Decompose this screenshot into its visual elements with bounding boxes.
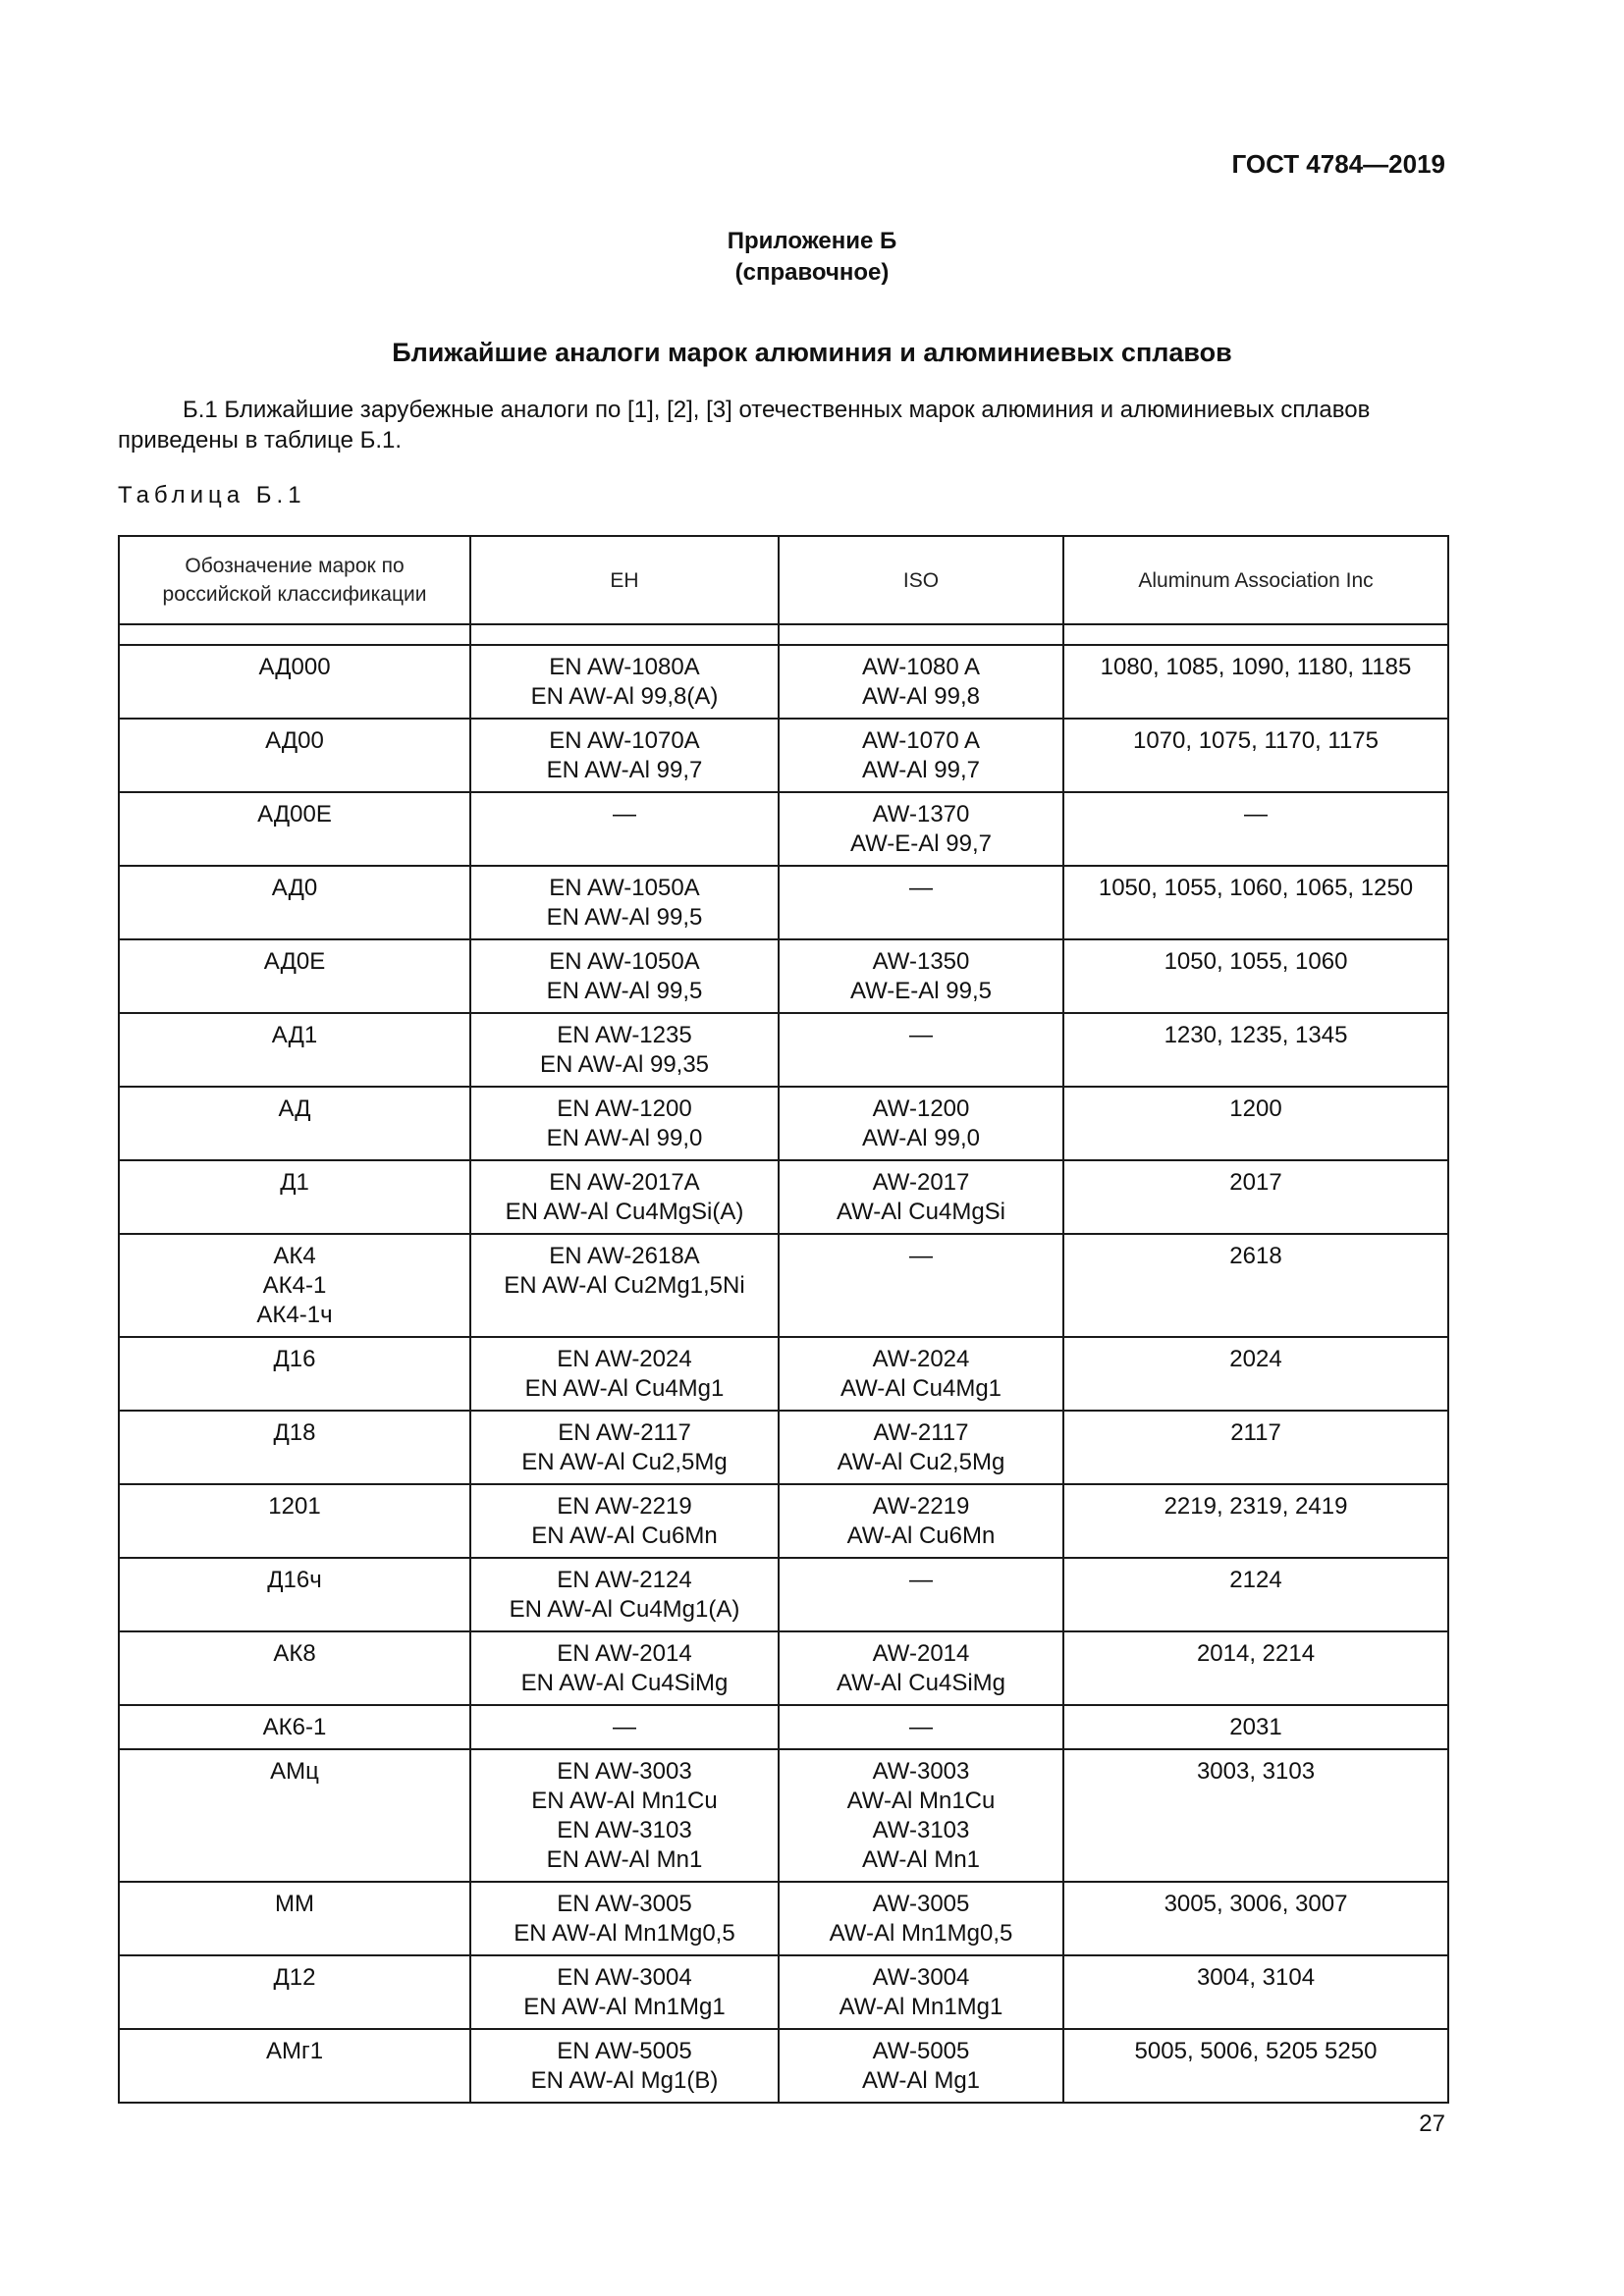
cell-russian-grade [119,1484,470,1558]
cell-line: EN AW-1070A [549,727,700,754]
cell-line: EN AW-Al Cu6Mn [531,1522,718,1549]
cell-line: AW-5005 [872,2038,970,2064]
cell-line: АК8 [273,1640,316,1667]
cell-line: 1050, 1055, 1060, 1065, 1250 [1098,875,1414,901]
cell-aluminum-association [1063,645,1448,719]
cell-line: АК4-1 [262,1272,327,1299]
cell-line: EN AW-3003 [557,1758,692,1785]
cell-line: AW-1200 [872,1095,970,1122]
cell-line: EN AW-Al Cu2,5Mg [521,1449,728,1475]
cell-line: EN AW-2117 [558,1419,691,1446]
cell-line: AW-Al Cu4MgSi [836,1199,1006,1225]
cell-line: АМг1 [265,2038,324,2064]
cell-aluminum-association [1063,866,1448,939]
table-caption: Таблица Б.1 [118,482,306,508]
cell-line: 2117 [1230,1419,1281,1446]
cell-aluminum-association [1063,939,1448,1013]
cell-line: EN AW-5005 [557,2038,692,2064]
cell-line: EN AW-Al Cu4Mg1 [524,1375,725,1402]
page-number: 27 [1419,2110,1445,2137]
table-header-row [119,536,1448,624]
cell-en [470,939,779,1013]
cell-russian-grade [119,1013,470,1087]
cell-line: 1080, 1085, 1090, 1180, 1185 [1100,654,1412,680]
cell-en [470,1013,779,1087]
cell-line: 2017 [1229,1169,1282,1196]
cell-line: EN AW-2618A [549,1243,700,1269]
table-row [119,1087,1448,1160]
cell-iso [779,1087,1063,1160]
cell-russian-grade [119,1558,470,1631]
cell-russian-grade [119,645,470,719]
cell-line: — [909,1714,933,1740]
cell-russian-grade [119,792,470,866]
cell-line: АД1 [271,1022,318,1048]
cell-line: EN AW-1050A [549,875,700,901]
cell-line: AW-1080 A [861,654,981,680]
table-row [119,866,1448,939]
table-row [119,645,1448,719]
cell-line: 5005, 5006, 5205 5250 [1134,2038,1378,2064]
cell-iso [779,1160,1063,1234]
cell-iso [779,1705,1063,1749]
cell-russian-grade [119,1411,470,1484]
cell-iso [779,1749,1063,1882]
cell-en [470,719,779,792]
grades-table-body [119,645,1448,2103]
cell-line: 2024 [1229,1346,1282,1372]
cell-en [470,792,779,866]
cell-line: — [1244,801,1268,828]
cell-line: АК6-1 [262,1714,327,1740]
table-row [119,1749,1448,1882]
cell-russian-grade [119,1234,470,1337]
cell-line: EN AW-Al Mn1Cu [531,1788,718,1814]
table-row [119,939,1448,1013]
cell-aluminum-association [1063,1087,1448,1160]
cell-line: EN AW-2219 [557,1493,692,1520]
cell-aluminum-association [1063,1749,1448,1882]
cell-iso [779,1558,1063,1631]
cell-line: AW-3005 [872,1891,970,1917]
cell-russian-grade [119,1087,470,1160]
table-row [119,1160,1448,1234]
cell-line: — [909,1567,933,1593]
cell-line: 2014, 2214 [1196,1640,1316,1667]
cell-en [470,1631,779,1705]
cell-en [470,1955,779,2029]
cell-en [470,2029,779,2103]
header-double-rule [119,624,1448,645]
cell-line: EN AW-Al 99,5 [546,978,703,1004]
cell-line: 2618 [1229,1243,1282,1269]
cell-line: AW-Al Mn1 [861,1846,981,1873]
cell-iso [779,2029,1063,2103]
cell-russian-grade [119,866,470,939]
cell-line: AW-Al Mn1Mg1 [839,1994,1003,2020]
cell-line: АМц [270,1758,319,1785]
header-iso: ISO [779,536,1063,624]
cell-russian-grade [119,719,470,792]
cell-en [470,1411,779,1484]
cell-iso [779,1337,1063,1411]
table-row [119,1411,1448,1484]
cell-line: EN AW-2017A [549,1169,700,1196]
cell-russian-grade [119,1882,470,1955]
cell-russian-grade [119,2029,470,2103]
cell-aluminum-association [1063,1558,1448,1631]
table-row [119,1882,1448,1955]
cell-line: AW-3004 [872,1964,970,1991]
cell-line: АК4 [273,1243,316,1269]
cell-line: 3003, 3103 [1196,1758,1316,1785]
cell-en [470,866,779,939]
cell-line: EN AW-2024 [557,1346,692,1372]
cell-line: EN AW-1080A [549,654,700,680]
cell-line: — [909,1243,933,1269]
cell-en [470,1749,779,1882]
cell-line: Д18 [273,1419,316,1446]
cell-line: AW-Al Cu4Mg1 [839,1375,1002,1402]
section-title: Ближайшие аналоги марок алюминия и алюминиевых сплавов [392,338,1232,367]
cell-iso [779,1234,1063,1337]
cell-aluminum-association [1063,1234,1448,1337]
cell-line: 2124 [1229,1567,1282,1593]
cell-line: EN AW-Al Mn1 [546,1846,703,1873]
header-en: EH [470,536,779,624]
cell-line: 3005, 3006, 3007 [1164,1891,1348,1917]
table-row [119,1234,1448,1337]
cell-line: AW-Al 99,0 [861,1125,981,1151]
cell-line: EN AW-Al Cu4MgSi(A) [505,1199,744,1225]
cell-line: 1050, 1055, 1060 [1164,948,1348,975]
cell-line: EN AW-Al Mn1Mg1 [523,1994,726,2020]
cell-line: AW-3003 [872,1758,970,1785]
cell-line: АД000 [258,654,331,680]
cell-line: EN AW-2124 [557,1567,692,1593]
cell-aluminum-association [1063,1160,1448,1234]
cell-en [470,1882,779,1955]
cell-iso [779,645,1063,719]
cell-en [470,1558,779,1631]
cell-line: AW-E-Al 99,7 [849,830,993,857]
cell-line: EN AW-Al Cu4Mg1(A) [509,1596,740,1623]
cell-line: EN AW-1050A [549,948,700,975]
table-row [119,1013,1448,1087]
cell-line: AW-Al 99,7 [861,757,981,783]
cell-en [470,1087,779,1160]
cell-russian-grade [119,1160,470,1234]
cell-line: AW-1350 [872,948,970,975]
cell-line: AW-Al Mn1Cu [846,1788,996,1814]
cell-line: AW-3103 [872,1817,970,1843]
appendix-title: Приложение Б [727,228,897,254]
cell-line: EN AW-Al 99,5 [546,904,703,931]
cell-iso [779,866,1063,939]
cell-line: AW-Al 99,8 [861,683,981,710]
cell-iso [779,939,1063,1013]
cell-line: 1230, 1235, 1345 [1164,1022,1348,1048]
cell-line: AW-1070 A [861,727,981,754]
cell-line: 1200 [1229,1095,1282,1122]
cell-line: EN AW-Al 99,0 [546,1125,703,1151]
cell-line: AW-2117 [873,1419,969,1446]
cell-line: EN AW-Al Cu2Mg1,5Ni [504,1272,745,1299]
cell-aluminum-association [1063,1484,1448,1558]
cell-line: AW-Al Cu4SiMg [836,1670,1006,1696]
cell-line: EN AW-3005 [557,1891,692,1917]
cell-line: 2031 [1229,1714,1282,1740]
cell-iso [779,1484,1063,1558]
table-row [119,1705,1448,1749]
cell-iso [779,792,1063,866]
header-aluminum-association: Aluminum Association Inc [1063,536,1448,624]
table-row [119,792,1448,866]
cell-line: EN AW-3103 [557,1817,692,1843]
cell-line: — [613,1714,636,1740]
cell-iso [779,1631,1063,1705]
cell-russian-grade [119,939,470,1013]
intro-paragraph-text: Б.1 Ближайшие зарубежные аналоги по [1], [2], [3] отечественных марок алюминия и алюминиевых сплавов приведены в таблице Б.1. [118,397,1371,454]
cell-line: EN AW-1200 [557,1095,692,1122]
cell-line: — [909,875,933,901]
cell-line: AW-Al Mn1Mg0,5 [829,1920,1013,1947]
cell-iso [779,1013,1063,1087]
cell-line: ММ [275,1891,314,1917]
cell-line: AW-2219 [872,1493,970,1520]
cell-line: Д16ч [267,1567,322,1593]
cell-russian-grade [119,1749,470,1882]
cell-line: AW-1370 [872,801,970,828]
cell-aluminum-association [1063,1705,1448,1749]
cell-line: Д12 [273,1964,316,1991]
cell-line: — [613,801,636,828]
cell-line: EN AW-Al 99,7 [546,757,703,783]
cell-russian-grade [119,1337,470,1411]
table-row [119,719,1448,792]
appendix-subtitle: (справочное) [734,259,890,286]
cell-line: Д1 [280,1169,309,1196]
cell-en [470,1705,779,1749]
cell-line: АК4-1ч [256,1302,333,1328]
cell-line: 2219, 2319, 2419 [1164,1493,1348,1520]
table-row [119,1558,1448,1631]
table-row [119,1484,1448,1558]
header-russian-grade: Обозначение марок по российской классификации [119,536,470,624]
cell-line: EN AW-2014 [557,1640,692,1667]
cell-iso [779,1882,1063,1955]
cell-russian-grade [119,1705,470,1749]
cell-line: EN AW-Al Mg1(B) [530,2067,719,2094]
cell-iso [779,719,1063,792]
grades-table [118,535,1449,2104]
cell-line: AW-2024 [872,1346,970,1372]
table-row [119,1955,1448,2029]
cell-line: EN AW-3004 [557,1964,692,1991]
intro-paragraph [118,395,1447,455]
cell-en [470,1484,779,1558]
cell-line: EN AW-Al Mn1Mg0,5 [514,1920,735,1947]
cell-russian-grade [119,1955,470,2029]
cell-line: АД00Е [257,801,332,828]
cell-line: EN AW-Al 99,8(A) [530,683,719,710]
cell-line: АД [278,1095,311,1122]
cell-line: 3004, 3104 [1196,1964,1316,1991]
document-id: ГОСТ 4784—2019 [1231,149,1445,179]
cell-aluminum-association [1063,1882,1448,1955]
cell-aluminum-association [1063,1955,1448,2029]
cell-en [470,1234,779,1337]
cell-line: AW-2014 [872,1640,970,1667]
cell-line: АД0Е [263,948,326,975]
cell-en [470,645,779,719]
cell-line: АД0 [271,875,318,901]
table-row [119,1337,1448,1411]
cell-line: AW-E-Al 99,5 [849,978,993,1004]
cell-line: AW-Al Cu2,5Mg [837,1449,1005,1475]
table-row [119,2029,1448,2103]
cell-line: AW-Al Cu6Mn [846,1522,996,1549]
cell-line: АД00 [265,727,324,754]
cell-line: EN AW-Al 99,35 [539,1051,710,1078]
cell-russian-grade [119,1631,470,1705]
cell-line: AW-Al Mg1 [861,2067,981,2094]
cell-line: 1201 [268,1493,321,1520]
cell-iso [779,1411,1063,1484]
cell-aluminum-association [1063,1013,1448,1087]
cell-aluminum-association [1063,719,1448,792]
cell-line: EN AW-Al Cu4SiMg [520,1670,729,1696]
cell-en [470,1160,779,1234]
cell-line: AW-2017 [872,1169,970,1196]
cell-aluminum-association [1063,1337,1448,1411]
table-row [119,1631,1448,1705]
cell-aluminum-association [1063,1631,1448,1705]
cell-line: Д16 [273,1346,316,1372]
cell-aluminum-association [1063,792,1448,866]
cell-aluminum-association [1063,1411,1448,1484]
cell-en [470,1337,779,1411]
cell-line: — [909,1022,933,1048]
cell-line: EN AW-1235 [557,1022,692,1048]
cell-aluminum-association [1063,2029,1448,2103]
cell-iso [779,1955,1063,2029]
cell-line: 1070, 1075, 1170, 1175 [1132,727,1379,754]
